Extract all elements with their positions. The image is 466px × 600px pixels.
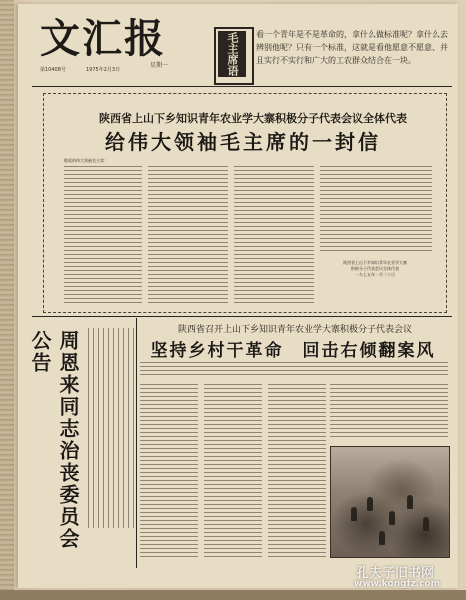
letter-headline: 给伟大领袖毛主席的一封信 (105, 130, 381, 154)
masthead-date: 1975年2月3日 (86, 67, 121, 73)
lower-lead (140, 362, 448, 378)
lower-headline: 坚持乡村干革命 回击右倾翻案风 (150, 341, 436, 361)
lower-column-3 (268, 384, 326, 560)
masthead-title: 文汇报 (40, 16, 166, 62)
quote-box-label: 毛主席语录 (218, 31, 246, 77)
letter-kicker: 陕西省上山下乡知识青年农业学大寨积极分子代表会议全体代表 (99, 112, 407, 125)
column-divider (136, 318, 137, 568)
section-divider (32, 316, 452, 317)
photo-figure (423, 517, 429, 531)
masthead-divider (32, 86, 452, 87)
lower-kicker: 陕西省召开上山下乡知识青年农业学大寨积极分子代表会议 (177, 325, 412, 335)
photo-figure (351, 507, 357, 521)
letter-signoff (320, 260, 430, 278)
lower-column-2 (204, 384, 262, 560)
letter-column-1 (64, 166, 142, 304)
letter-column-4 (320, 166, 432, 254)
quote-box (198, 27, 254, 85)
letter-signoff-line: 陕西省上山下乡知识青年农业学大寨 (343, 260, 407, 265)
letter-signoff-line: 积极分子代表会议全体代表 (351, 266, 399, 271)
news-photo (330, 446, 450, 558)
quote-text: 看一个青年是不是革命的，拿什么做标准呢？拿什么去辨别他呢？只有一个标准，这就是看他愿意不愿意、并且实行不实行和广大的工农群众结合在一块。 (256, 30, 448, 65)
photo-figure (367, 497, 373, 511)
obituary-headline: 周恩来同志治丧委员会公告 (28, 330, 80, 550)
photo-figure (407, 495, 413, 509)
photo-figure (389, 511, 395, 525)
masthead-weekday: 星期一 (150, 62, 169, 69)
lower-column-4 (330, 384, 448, 440)
lower-column-1 (140, 384, 198, 560)
watermark-url: www.kongfz.com (354, 579, 441, 589)
page-bottom-edge (0, 590, 466, 600)
watermark-brand: 孔夫子旧书网 (356, 566, 435, 581)
letter-column-2 (148, 166, 228, 304)
letter-column-3 (234, 166, 314, 304)
obituary-text (88, 328, 136, 528)
letter-signoff-date: 一九七五年一月二十日 (355, 272, 395, 277)
letter-greeting: 敬爱的伟大领袖毛主席： (64, 158, 108, 163)
photo-figure (379, 531, 385, 545)
page-edges (0, 0, 14, 600)
masthead-number: 第10408号 (40, 67, 66, 73)
